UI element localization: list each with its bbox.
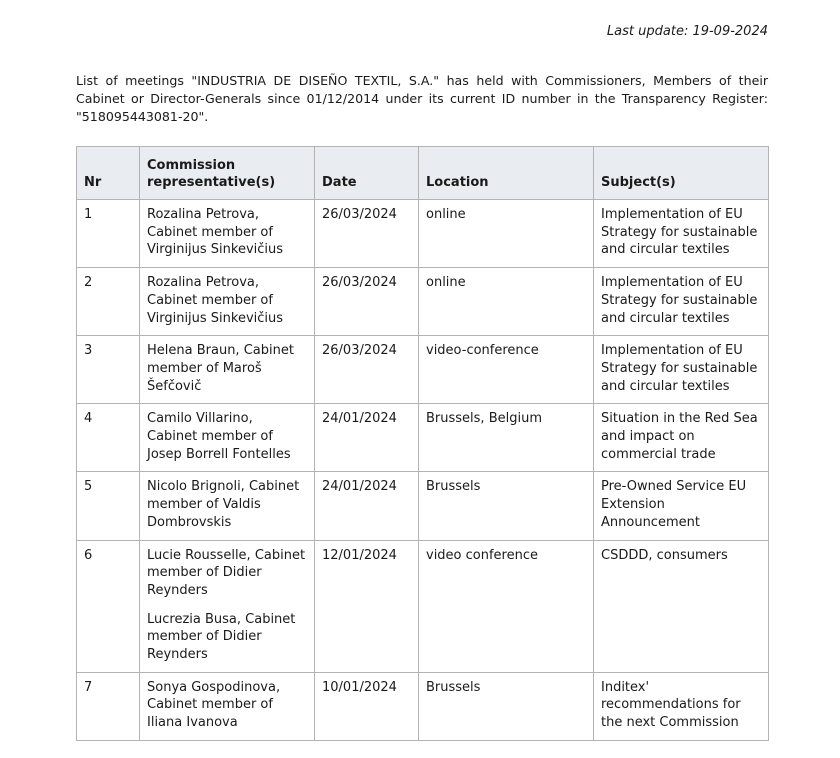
- meetings-table: [76, 146, 769, 741]
- cell-subject: Implementation of EU Strategy for sustainable and circular textiles: [594, 336, 769, 404]
- cell-location: online: [419, 268, 594, 336]
- cell-date: 26/03/2024: [315, 268, 419, 336]
- representative: Rozalina Petrova, Cabinet member of Virginijus Sinkevičius: [147, 275, 284, 326]
- cell-location: video-conference: [419, 336, 594, 404]
- column-header-date: Date: [315, 147, 419, 200]
- cell-subject: Pre-Owned Service EU Extension Announcement: [594, 472, 769, 540]
- cell-representatives: [140, 404, 315, 472]
- cell-date: 26/03/2024: [315, 336, 419, 404]
- table-row: [77, 268, 769, 336]
- table-row: [77, 404, 769, 472]
- cell-nr: 7: [77, 672, 140, 740]
- column-header-nr: Nr: [77, 147, 140, 200]
- table-row: [77, 472, 769, 540]
- cell-subject: Inditex' recommendations for the next Commission: [594, 672, 769, 740]
- representative: Camilo Villarino, Cabinet member of Josep Borrell Fontelles: [147, 411, 291, 462]
- cell-subject: Implementation of EU Strategy for sustainable and circular textiles: [594, 268, 769, 336]
- cell-date: 24/01/2024: [315, 404, 419, 472]
- cell-date: 24/01/2024: [315, 472, 419, 540]
- table-row: [77, 672, 769, 740]
- cell-date: 10/01/2024: [315, 672, 419, 740]
- cell-representatives: [140, 200, 315, 268]
- representative: Sonya Gospodinova, Cabinet member of Iliana Ivanova: [147, 679, 281, 731]
- table-row: [77, 540, 769, 672]
- cell-nr: 6: [77, 540, 140, 672]
- cell-nr: 3: [77, 336, 140, 404]
- representative: Rozalina Petrova, Cabinet member of Virginijus Sinkevičius: [147, 207, 284, 258]
- column-header-representatives: Commission representative(s): [140, 147, 315, 200]
- cell-nr: 1: [77, 200, 140, 268]
- representative: Lucie Rousselle, Cabinet member of Didier Reynders: [147, 547, 306, 598]
- cell-representatives: [140, 472, 315, 540]
- representative: Lucrezia Busa, Cabinet member of Didier Reynders: [147, 611, 296, 663]
- cell-location: Brussels, Belgium: [419, 404, 594, 472]
- cell-nr: 5: [77, 472, 140, 540]
- cell-location: Brussels: [419, 472, 594, 540]
- cell-subject: Implementation of EU Strategy for sustainable and circular textiles: [594, 200, 769, 268]
- cell-representatives: [140, 672, 315, 740]
- cell-location: online: [419, 200, 594, 268]
- cell-location: Brussels: [419, 672, 594, 740]
- representative: Nicolo Brignoli, Cabinet member of Valdis Dombrovskis: [147, 479, 300, 530]
- column-header-location: Location: [419, 147, 594, 200]
- cell-date: 12/01/2024: [315, 540, 419, 672]
- column-header-subjects: Subject(s): [594, 147, 769, 200]
- table-header-row: [77, 147, 769, 200]
- intro-paragraph: List of meetings "INDUSTRIA DE DISEÑO TEXTIL, S.A." has held with Commissioners, Members of their Cabinet or Director-Generals since 01/12/2014 under its current ID number in the Transparency Register: "518095443081-20".: [76, 73, 768, 124]
- cell-subject: Situation in the Red Sea and impact on commercial trade: [594, 404, 769, 472]
- cell-representatives: [140, 336, 315, 404]
- cell-representatives: [140, 268, 315, 336]
- cell-nr: 2: [77, 268, 140, 336]
- last-update-date: Last update: 19-09-2024: [606, 24, 768, 39]
- table-row: [77, 200, 769, 268]
- cell-nr: 4: [77, 404, 140, 472]
- cell-date: 26/03/2024: [315, 200, 419, 268]
- table-row: [77, 336, 769, 404]
- cell-subject: CSDDD, consumers: [594, 540, 769, 672]
- cell-representatives: [140, 540, 315, 672]
- cell-location: video conference: [419, 540, 594, 672]
- representative: Helena Braun, Cabinet member of Maroš Šefčovič: [147, 343, 294, 394]
